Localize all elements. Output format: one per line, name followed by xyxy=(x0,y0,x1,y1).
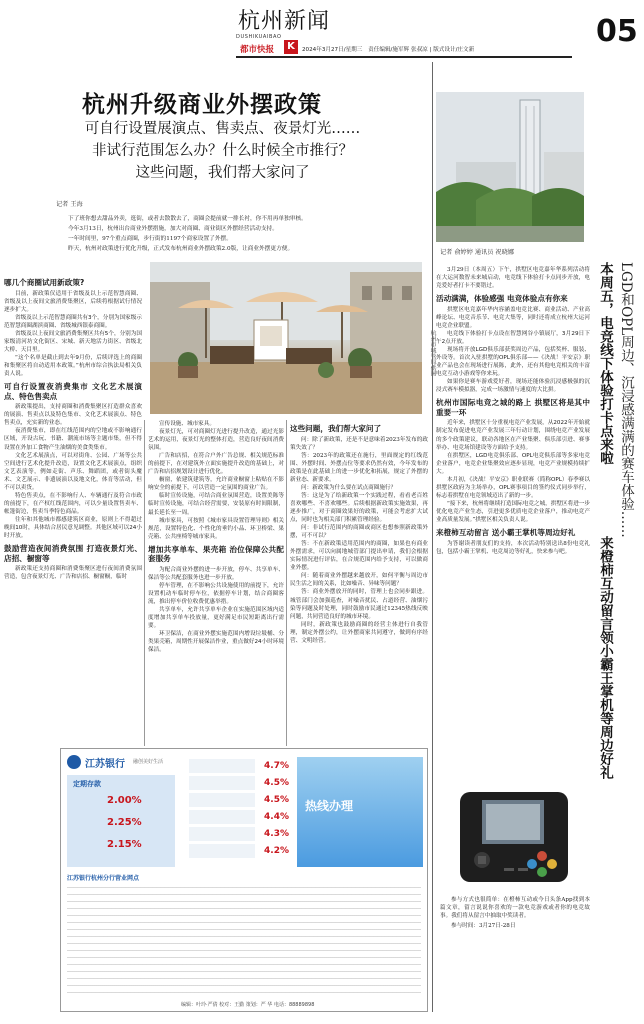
paragraph: 宣传设施、城市家具。 xyxy=(159,421,215,427)
deposit-rate-3: 2.15% xyxy=(107,839,142,850)
paragraph: 共享单车，允许共享单车企业在实施范围区域内适度增加共享单车投放量，更好满足市民短距离出行需要。 xyxy=(148,607,284,630)
wealth-rate-6: 4.2% xyxy=(264,845,289,856)
column-heading: 来橙柿互动留言 送小霸王掌机等周边好礼 xyxy=(436,528,576,538)
wealth-rate-panel xyxy=(189,757,289,867)
wealth-rate-5: 4.3% xyxy=(264,828,289,839)
paragraph: 夜景灯光，可对商圈灯光进行提升改造，通过光影艺术的运用，夜景灯光的整体打造，营造良好夜间消费氛围。 xyxy=(148,429,284,452)
section-divider xyxy=(432,62,433,1012)
paragraph: 拱墅区电竞嘉年华内容涵盖电竞比赛、商业活动、产业高峰论坛、电竞音乐节、电竞大集等，同时还将成立杭州大运河电竞企业联盟。 xyxy=(436,306,590,329)
masthead-paper-name: 都市快报 xyxy=(240,45,275,55)
paragraph: 为配合商业外摆的进一步开放，停车、共享单车、保洁等公共配套服务也进一步开放。 xyxy=(148,566,284,581)
lead-reporter: 记者 王海 xyxy=(56,201,83,208)
lead-intro-line: 昨天，杭州对政策进行优化升级，正式发布杭州商业外摆政策2.0版，让商业外摆更方便。 xyxy=(68,246,294,252)
masthead-logo-icon: K xyxy=(284,40,298,54)
paragraph: 往年和其他城市都感建筑区商业，原则上不得超过晚间10时，具体结合居民意见调整。其他区域可以24小时开放。 xyxy=(4,516,142,540)
lead-subhead-1: 可自行设置展演点、售卖点、夜景灯光…… xyxy=(84,121,361,137)
lead-intro-line: 今年3月13日，杭州出台商业外摆措施，加大对商圈、商业街区外摆经营活动支持。 xyxy=(68,226,278,232)
paragraph: 答：2023年的政策还在施行，里面规定的红线范围、外摆时间、外摆点位等要求仍然有效，今年发布的政策是在此基础上的进一步优化和拓展，规定了外摆的新业态、新要求。 xyxy=(290,452,428,483)
paragraph: 广告和店招，在符合户外广告总规、相关规范标准的前提下，在对建筑外立面实施提升改造的基础上，对广告和店招规划设计进行优化。 xyxy=(148,453,284,476)
column-heading: 增加共享单车、果壳箱 治位保障公共配套服务 xyxy=(148,544,284,564)
participation-info xyxy=(440,896,590,1000)
paragraph: 答：不在新政策适用范围内的商圈，如果也有商业外摆需求，可以向属地城管部门提出申请，我们会根据实际情况进行评估，在合规范围内给予支持，可以做商业外摆。 xyxy=(290,541,428,572)
paragraph: 省级及以上示范智慧商圈共有3个，分别为国家级示范智慧商圈湖滨商圈、省级城西银泰商圈。 xyxy=(4,314,142,329)
paragraph: 文化艺术展演点，可以对街角、公园、广场等公共空间进行艺术化提升改造，设置文化艺术展演点，组织文艺表演等，例如走街、声乐、舞蹈团，或者街头魔术、文艺展示、非遗展演以及地文化，体育等活动，但不可以卖货。 xyxy=(4,452,142,491)
lead-subhead-2: 非试行范围怎么办？什么时候全市推行？ xyxy=(92,143,353,159)
paragraph: 新政策提出，支持商圈和消费集聚区打造群众喜欢的展演、售卖点以及特色集市、文化艺术展演点、特色售卖点，充实新的业态。 xyxy=(4,404,142,427)
paragraph: 如果你是赛车游戏爱好者，现场还能体验沉浸感极强的沉浸式赛车模拟器，完成一场激情与速度的大比拼。 xyxy=(436,379,590,394)
right-vertical-headline-main: 本周五，电竞线下体验打卡点来啦 xyxy=(597,262,613,465)
article-column-4 xyxy=(436,266,590,774)
bank-advertisement xyxy=(60,748,428,1012)
right-story-reporter: 记者 俞婷婷 通讯员 祝晓娜 xyxy=(440,249,514,256)
section-title: 杭州新闻 xyxy=(238,9,331,34)
right-photo xyxy=(436,92,584,242)
masthead-rule xyxy=(236,56,572,58)
paragraph: 问：随着商业外摆越来越放开，如何平衡与周边市民生活之间的关系，比如噪音、异味等问题？ xyxy=(290,573,428,588)
lead-intro xyxy=(68,214,430,254)
column-heading: 鼓励营造夜间消费氛围 打造夜景灯光、店招、橱窗等 xyxy=(4,544,142,563)
masthead-date-line xyxy=(302,45,474,53)
deposit-rate-2: 2.25% xyxy=(107,817,142,828)
paragraph: 本月初，《决战！平安京》职业联赛（简称OPL）春季赛以拱墅区政府为主场举办，OPL赛事项目的签约仪式同步举行，标志着拱墅在电竞领域迈出了新的一步。 xyxy=(436,476,590,499)
masthead-pinyin: DUSHIKUAIBAO xyxy=(236,34,282,40)
branch-list xyxy=(67,883,421,997)
bank-tagline: 融创美好生活 xyxy=(133,759,164,765)
paragraph: 问：新政策为什么要在试点商圈施行？ xyxy=(301,484,397,491)
lead-intro-line: 一年时间里，97个重点商圈，步行街的1197个商家设置了外摆。 xyxy=(68,236,232,242)
bank-logo-icon xyxy=(67,755,81,769)
paragraph: 参与方式也很简单：在橙柿互动或今日头条App找到本篇文章，留言说说你喜欢的一款电竞游戏或者你的电竞故事。我们将从留言中抽取中奖读者。 xyxy=(440,897,590,920)
column-divider xyxy=(286,420,287,746)
paragraph: “接下来，杭州将继续打造国际电竞之城，拱墅区将进一步优化电竞产业生态，引进更多优质电竞企业落户，推动电竞产业高质量发展。”拱墅区相关负责人说。 xyxy=(436,500,590,523)
paragraph: 3月29日（本周五）下午，拱墅区电竞嘉年华系列活动将在大运河数智未来城启动，电竞线下体验打卡点同步开放，电竞爱好者打卡不要错过。 xyxy=(436,267,590,290)
promo-text: 热线办理 xyxy=(305,799,354,813)
paragraph: 环卫保洁，在商业外摆实施范围内增设垃圾桶、分类果壳箱，周期性开展保洁作业，重点做好24小时环境保洁。 xyxy=(148,631,284,654)
wealth-rate-3: 4.5% xyxy=(264,794,289,805)
branch-list-title: 江苏银行杭州分行营业网点 xyxy=(67,875,140,882)
paragraph: 同时，新政策也鼓励商圈的经营主体进行自我管理，制定外摆公约，让外摆商家共同遵守，做到有序经营、文明经营。 xyxy=(290,621,428,644)
paragraph: 夜消费集市，即在红线范围内的空地或不影响通行区域，开设古玩、书籍、潮流市场等主题市集，但不得设置在外加工食物产生油烟的美食类集市。 xyxy=(4,428,142,451)
issue-date: 2024年3月27日/星期三 xyxy=(302,47,363,53)
column-heading: 活动满满，体验感强 电竞体验点有你来 xyxy=(436,294,568,304)
right-vertical-headline-small: LGD和OPL周边、沉浸感满满的赛车体验…… xyxy=(618,262,634,538)
lead-intro-line: 下了班你想去甜品外卖，逛街，或者去散散去了，商圈会提前就一排长衬，你不用再单独审核。 xyxy=(68,216,307,222)
paragraph: 为答谢读者朋友们的支持，本次活动特别送出8份电竞礼包，包括小霸王掌机、电竞周边等好礼，快来参与吧。 xyxy=(436,540,590,555)
right-vertical-headline-secondary: 来橙柿互动留言领小霸王掌机等周边好礼 xyxy=(597,536,613,779)
lead-photo-caption xyxy=(425,330,435,376)
lead-subhead-3: 这些问题，我们帮大家问了 xyxy=(135,165,310,181)
paragraph: 城市家具，可按照《城市家具设置管理导则》相关规范，设置特色化、个性化的垂钓小品、环卫桥梁、果壳箱、公共座椅等城市家具。 xyxy=(148,517,284,540)
lead-headline: 杭州升级商业外摆政策 xyxy=(82,91,322,118)
masthead xyxy=(0,0,644,62)
paragraph: 停车管理，在不影响公共设施使用的前提下，允许设置机动车临时停车位，依据停车计划，结合商圈客流，推出停车价位收费优惠举措。 xyxy=(148,582,284,606)
paragraph: “这个名单是截止到去年9月份，后续评选上的商圈和集聚区将自动适用本政策。”杭州市综合执法局相关负责人说。 xyxy=(4,354,142,378)
paragraph: 问：非试行范围内的商圈或商区也想参照新政策外摆，可不可以？ xyxy=(290,525,428,540)
paragraph: 橱窗，依建筑建筑等，允许商业橱窗上粘贴在不影响安全的前提下，可以营造一定氛围的商业广告。 xyxy=(148,477,284,492)
editor-credits: 责任编辑/施军辉 张叔凉 | 版式设计/庄文新 xyxy=(368,47,475,53)
paragraph: 现场将开放LGD俱乐部获奖周边产品，包括奖杯、服装、外设等。首次入驻拱墅的OPL俱乐部——《决战！平安京》职业产品也会在现场进行展陈，此外，还有其他电竞相关的丰富电竞互动小游戏等你来玩。 xyxy=(436,346,590,378)
paragraph: 在拱墅区，LGD电竞俱乐部、OPL电竞俱乐部等多家电竞企业落户，电竞企业集聚效应逐步显现，电竞产业规模持续扩大。 xyxy=(436,452,590,475)
paragraph: 答：商业外摆放开的同时，管理上也会同步跟进。城管部门会加强巡查，对噪音扰民、占道经营、油烟污染等问题及时处理，同时鼓励市民通过12345热线反映问题，共同营造良好的城市环境。 xyxy=(290,589,428,620)
paragraph: 目前，新政策仅适用于省级及以上示范智慧商圈、省级及以上夜间文旅消费集聚区，后续将根据试行情况逐步扩大。 xyxy=(4,290,142,313)
column-heading: 可自行设置夜消费集市 文化艺术展演点、特色售卖点 xyxy=(4,382,142,401)
lead-photo xyxy=(150,262,422,414)
street-scene-illustration xyxy=(150,262,422,414)
column-divider xyxy=(144,420,145,746)
article-column-3 xyxy=(290,420,428,746)
wealth-rate-4: 4.4% xyxy=(264,811,289,822)
paragraph: 近年来，拱墅区十分重视电竞产业发展，从2022年开始就制定发布促进电竞产业发展三年行动计划，围绕电竞产业发展的多个政策建议，联动各地区在产业集聚、俱乐部引进、赛事举办、电竞场馆建设等方面给予支持。 xyxy=(436,420,590,451)
promo-banner xyxy=(297,757,423,867)
building-photo-illustration xyxy=(436,92,584,242)
article-column-1 xyxy=(4,274,142,746)
paragraph: 电竞线下体验打卡点设在智慧网谷小镇展厅，3月29日下午2点开放。 xyxy=(436,330,590,345)
game-console-icon xyxy=(438,780,588,892)
paragraph: 答：这是为了给新政策一个实践过程，看看老百姓喜欢哪些、不喜欢哪些。后续根据新政策实施效果，再逐步推广，对于商圈效果好的政策，可能会考虑扩大试点，同时也为相关部门积累管理经验。 xyxy=(290,492,428,524)
ad-footer: 编辑：叶玲·严倩 校对：王勤 策划：严 华 电话：88889898 xyxy=(181,1002,315,1008)
deposit-heading: 定期存款 xyxy=(73,780,101,788)
deposit-rate-panel xyxy=(67,775,175,867)
paragraph: 特色售卖点，在不影响行人、车辆通行及符合市政的前提下，在产权红线范围内，可以少量设置售卖车、帐篷街边，售卖当季特色商品。 xyxy=(4,492,142,515)
deposit-rate-1: 2.00% xyxy=(107,795,142,806)
wealth-rate-1: 4.7% xyxy=(264,760,289,771)
paragraph: 参与时间：3月27日-28日 xyxy=(451,923,516,930)
wealth-rate-2: 4.5% xyxy=(264,777,289,788)
paragraph: 省级及以上夜间文旅消费集聚区共有5个，分别为国家级清河坊文化街区、宋城、新天地活力街区、省级北大桥、天目里。 xyxy=(4,330,142,353)
paragraph: 问：除了新政策，还是不是意味着2023年发布的政策失效了？ xyxy=(290,436,428,451)
bank-name: 江苏银行 xyxy=(85,759,125,770)
column-heading: 哪几个商圈试用新政策? xyxy=(4,278,85,287)
handheld-console-photo xyxy=(438,780,588,892)
page-number: 05 xyxy=(596,14,638,49)
article-column-2 xyxy=(148,420,284,746)
column-heading: 这些问题，我们帮大家问了 xyxy=(290,424,382,433)
column-heading: 杭州市国际电竞之城的路上 拱墅区将是其中重要一环 xyxy=(436,398,590,417)
paragraph: 临时宣传设施，可结合商业氛围营造，设置美陈等临时宣传设施，可结合经营需要，安装原有时间限制，最长延长至一周。 xyxy=(148,493,284,516)
paragraph: 新政策还支持商圈和消费集聚区进行夜间消费氛围营造，包含夜景灯光、广告和店招、橱窗橱，临时 xyxy=(4,566,142,581)
